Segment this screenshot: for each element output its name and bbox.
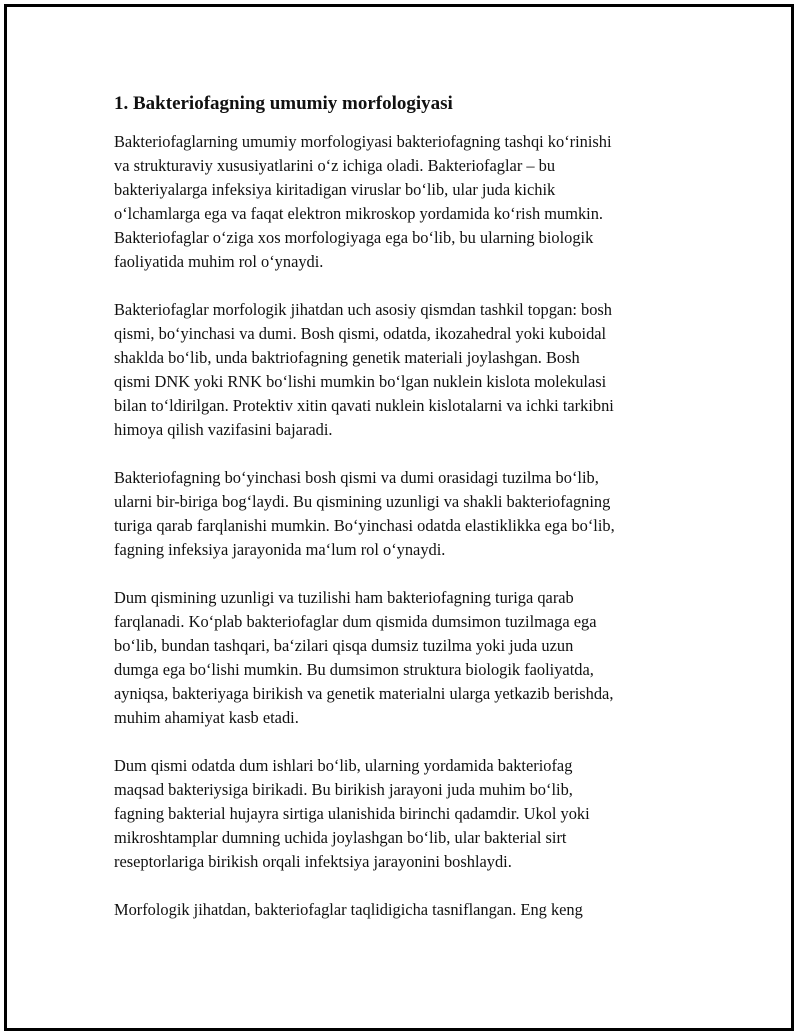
text-line: Dum qismining uzunligi va tuzilishi ham bakteriofagning turiga qarab — [114, 588, 574, 607]
text-line: faoliyatida muhim rol o‘ynaydi. — [114, 252, 324, 271]
text-line: o‘lchamlarga ega va faqat elektron mikroskop yordamida ko‘rish mumkin. — [114, 204, 603, 223]
text-line: Bakteriofaglar o‘ziga xos morfologiyaga ega bo‘lib, bu ularning biologik — [114, 228, 594, 247]
text-line: Bakteriofagning bo‘yinchasi bosh qismi va dumi orasidagi tuzilma bo‘lib, — [114, 468, 599, 487]
text-line: fagning bakterial hujayra sirtiga ulanishida birinchi qadamdir. Ukol yoki — [114, 804, 590, 823]
text-line: Bakteriofaglar morfologik jihatdan uch asosiy qismdan tashkil topgan: bosh — [114, 300, 613, 319]
text-line: bo‘lib, bundan tashqari, ba‘zilari qisqa dumsiz tuzilma yoki juda uzun — [114, 636, 574, 655]
text-line: himoya qilish vazifasini bajaradi. — [114, 420, 333, 439]
paragraph-6 — [114, 898, 684, 922]
paragraph-list — [114, 130, 684, 922]
text-line: qismi, bo‘yinchasi va dumi. Bosh qismi, odatda, ikozahedral yoki kuboidal — [114, 324, 607, 343]
section-heading: 1. Bakteriofagning umumiy morfologiyasi — [114, 93, 453, 114]
text-line: qismi DNK yoki RNK bo‘lishi mumkin bo‘lgan nuklein kislota molekulasi — [114, 372, 607, 391]
text-line: ayniqsa, bakteriyaga birikish va genetik materialni ularga yetkazib berishda, — [114, 684, 614, 703]
text-line: muhim ahamiyat kasb etadi. — [114, 708, 299, 727]
text-line: mikroshtamplar dumning uchida joylashgan bo‘lib, ular bakterial sirt — [114, 828, 567, 847]
text-line: ularni bir-biriga bog‘laydi. Bu qismining uzunligi va shakli bakteriofagning — [114, 492, 611, 511]
text-line: Morfologik jihatdan, bakteriofaglar taqlidigicha tasniflangan. Eng keng — [114, 900, 583, 919]
text-line: maqsad bakteriysiga birikadi. Bu birikish jarayoni juda muhim bo‘lib, — [114, 780, 573, 799]
text-line: fagning infeksiya jarayonida ma‘lum rol o‘ynaydi. — [114, 540, 446, 559]
paragraph-5 — [114, 754, 684, 874]
text-line: Dum qismi odatda dum ishlari bo‘lib, ularning yordamida bakteriofag — [114, 756, 573, 775]
text-line: dumga ega bo‘lishi mumkin. Bu dumsimon struktura biologik faoliyatda, — [114, 660, 594, 679]
paragraph-1 — [114, 130, 684, 274]
text-line: Bakteriofaglarning umumiy morfologiyasi bakteriofagning tashqi ko‘rinishi — [114, 132, 612, 151]
paragraph-4 — [114, 586, 684, 730]
text-line: bilan to‘ldirilgan. Protektiv xitin qavati nuklein kislotalarni va ichki tarkibni — [114, 396, 614, 415]
text-line: farqlanadi. Ko‘plab bakteriofaglar dum qismida dumsimon tuzilmaga ega — [114, 612, 597, 631]
paragraph-3 — [114, 466, 684, 562]
document-body — [114, 90, 684, 946]
text-line: reseptorlariga birikish orqali infektsiya jarayonini boshlaydi. — [114, 852, 512, 871]
paragraph-2 — [114, 298, 684, 442]
text-line: bakteriyalarga infeksiya kiritadigan viruslar bo‘lib, ular juda kichik — [114, 180, 556, 199]
text-line: turiga qarab farqlanishi mumkin. Bo‘yinchasi odatda elastiklikka ega bo‘lib, — [114, 516, 615, 535]
text-line: shaklda bo‘lib, unda baktriofagning genetik materiali joylashgan. Bosh — [114, 348, 580, 367]
text-line: va strukturaviy xususiyatlarini o‘z ichiga oladi. Bakteriofaglar – bu — [114, 156, 556, 175]
